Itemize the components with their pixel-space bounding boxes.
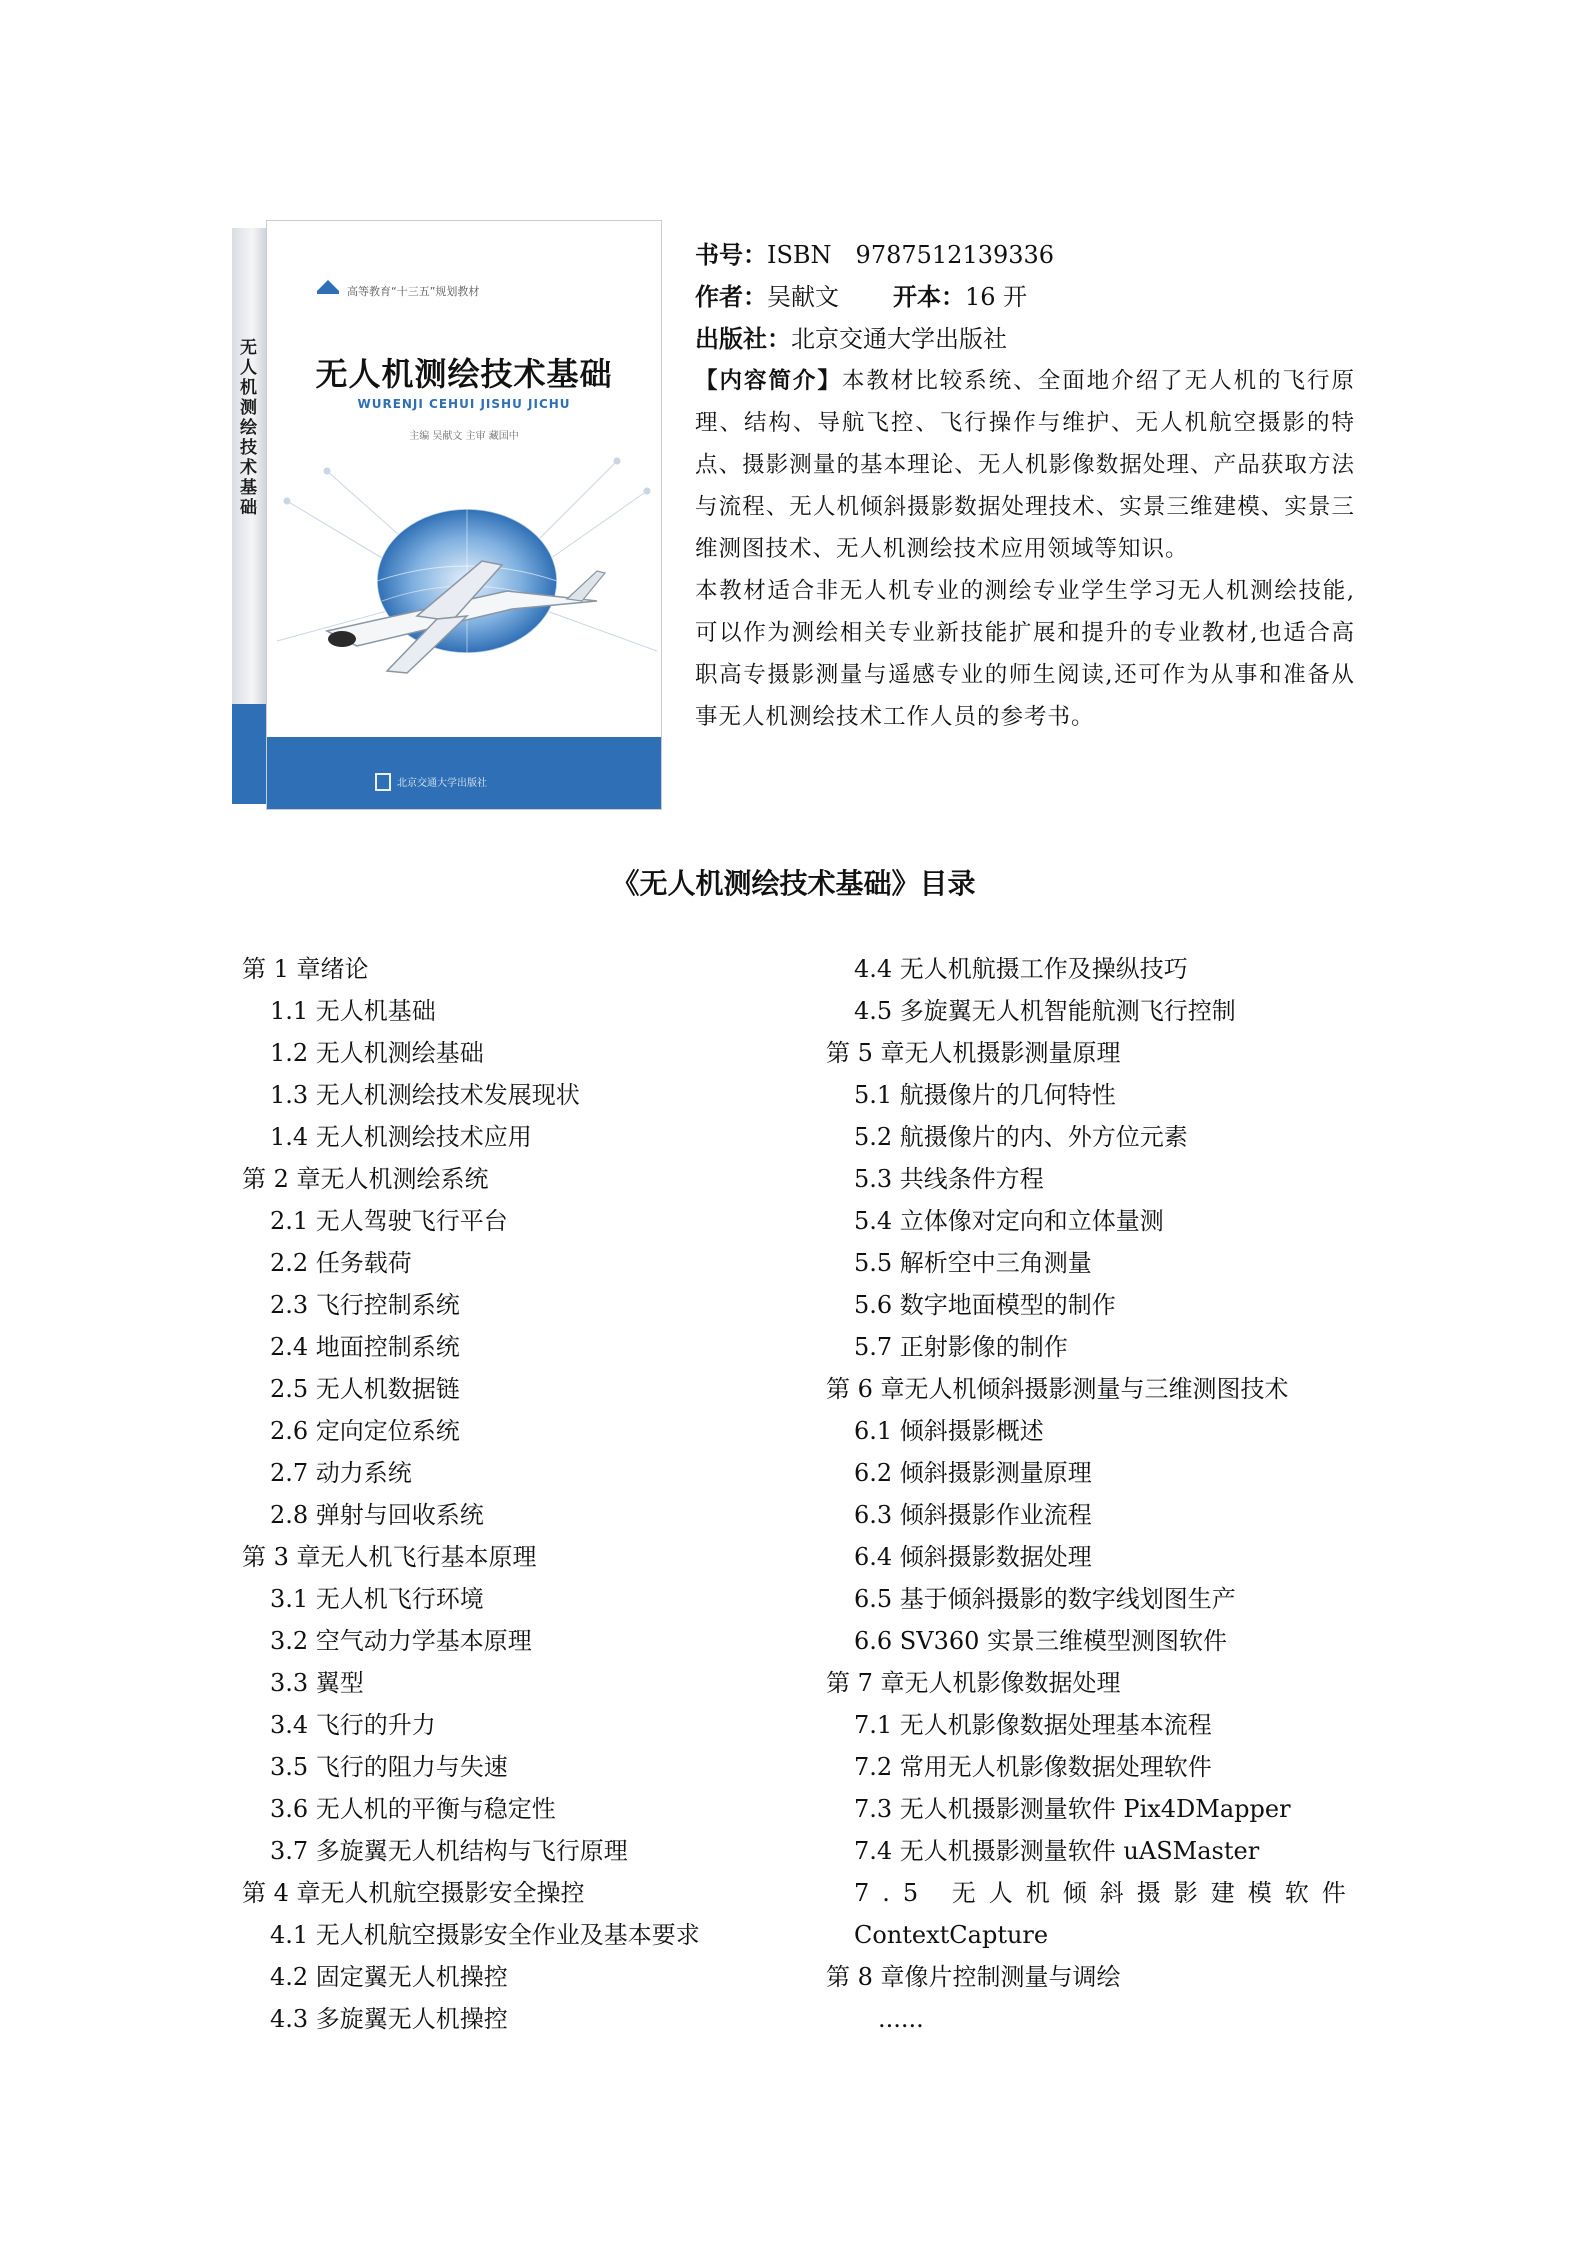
isbn-label: 书号： [695,241,767,269]
toc-section: 1.4 无人机测绘技术应用 [270,1123,532,1151]
drone-illustration [267,441,662,741]
toc-chapter: 第 5 章无人机摄影测量原理 [826,1039,1121,1067]
author-label: 作者： [695,283,767,311]
toc-section: 2.6 定向定位系统 [270,1417,460,1445]
publisher-logo-icon [375,773,391,791]
toc-section: 7.1 无人机影像数据处理基本流程 [854,1711,1212,1739]
toc-section: 1.2 无人机测绘基础 [270,1039,484,1067]
toc-section: 1.3 无人机测绘技术发展现状 [270,1081,580,1109]
toc-chapter: 第 4 章无人机航空摄影安全操控 [242,1879,585,1907]
spine-band [232,704,266,804]
toc-section: 6.1 倾斜摄影概述 [854,1417,1044,1445]
toc-section: 4.5 多旋翼无人机智能航测飞行控制 [854,997,1236,1025]
publisher-value: 北京交通大学出版社 [791,325,1007,353]
toc-section: 4.4 无人机航摄工作及操纵技巧 [854,955,1188,983]
isbn-value: ISBN 9787512139336 [767,241,1055,269]
toc-section: 6.4 倾斜摄影数据处理 [854,1543,1092,1571]
toc-section: 4.2 固定翼无人机操控 [270,1963,508,1991]
toc-section: 2.5 无人机数据链 [270,1375,460,1403]
book-info [695,234,1355,738]
toc-section: 7.3 无人机摄影测量软件 Pix4DMapper [854,1795,1291,1823]
toc-chapter: 第 6 章无人机倾斜摄影测量与三维测图技术 [826,1375,1289,1403]
format-value: 16 开 [965,283,1028,311]
cover-bottom-band [267,737,661,809]
author-row [695,276,1355,318]
toc-chapter: 第 1 章绪论 [242,955,369,983]
publisher-row [695,318,1355,360]
series-label: 高等教育“十三五”规划教材 [347,285,480,298]
toc-section: 2.8 弹射与回收系统 [270,1501,484,1529]
toc-section: 5.6 数字地面模型的制作 [854,1291,1116,1319]
toc-section: 6.2 倾斜摄影测量原理 [854,1459,1092,1487]
toc-section: 6.5 基于倾斜摄影的数字线划图生产 [854,1585,1236,1613]
toc-chapter: 第 7 章无人机影像数据处理 [826,1669,1121,1697]
toc-section: 2.7 动力系统 [270,1459,412,1487]
toc-section: 3.3 翼型 [270,1669,364,1697]
toc-section: ...... [878,2005,924,2033]
cover-title: 无人机测绘技术基础 [315,355,613,393]
isbn-row [695,234,1355,276]
toc-section: 3.2 空气动力学基本原理 [270,1627,532,1655]
toc-chapter: 第 3 章无人机飞行基本原理 [242,1543,537,1571]
toc-section: 1.1 无人机基础 [270,997,436,1025]
author-value: 吴献文 [767,283,839,311]
spine-title: 无人机测绘技术基础 [240,338,258,518]
toc-chapter: 第 2 章无人机测绘系统 [242,1165,489,1193]
toc-section: 7.2 常用无人机影像数据处理软件 [854,1753,1212,1781]
toc-section: 2.2 任务载荷 [270,1249,412,1277]
toc-section: 5.7 正射影像的制作 [854,1333,1068,1361]
series-logo-icon [315,277,341,295]
toc-section: 5.2 航摄像片的内、外方位元素 [854,1123,1188,1151]
toc-section: 3.5 飞行的阻力与失速 [270,1753,508,1781]
toc-section: 5.3 共线条件方程 [854,1165,1044,1193]
toc-title: 《无人机测绘技术基础》目录 [611,867,976,900]
intro-label: 【内容简介】 [695,368,842,394]
book-cover [232,220,662,810]
toc-section: 7.4 无人机摄影测量软件 uASMaster [854,1837,1260,1865]
cover-pinyin: WURENJI CEHUI JISHU JICHU [357,397,571,411]
toc-section: 6.6 SV360 实景三维模型测图软件 [854,1627,1228,1655]
toc-section: 5.4 立体像对定向和立体量测 [854,1207,1164,1235]
toc-section: 2.4 地面控制系统 [270,1333,460,1361]
toc-chapter: 第 8 章像片控制测量与调绘 [826,1963,1121,1991]
toc-section: 3.7 多旋翼无人机结构与飞行原理 [270,1837,628,1865]
toc-section: 2.1 无人驾驶飞行平台 [270,1207,508,1235]
book-spine [232,228,267,804]
toc-section: 5.5 解析空中三角测量 [854,1249,1092,1277]
toc-section: 5.1 航摄像片的几何特性 [854,1081,1116,1109]
toc-left-column [242,948,782,2040]
toc-section: 4.1 无人机航空摄影安全作业及基本要求 [270,1921,700,1949]
publisher-label: 出版社： [695,325,791,353]
format-label: 开本： [893,283,965,311]
toc-section: 6.3 倾斜摄影作业流程 [854,1501,1092,1529]
toc-section: 3.1 无人机飞行环境 [270,1585,484,1613]
toc-section: ContextCapture [854,1921,1049,1949]
toc-right-column [826,948,1359,2040]
cover-publisher: 北京交通大学出版社 [397,778,487,789]
toc-section: 3.6 无人机的平衡与稳定性 [270,1795,556,1823]
toc-section: 4.3 多旋翼无人机操控 [270,2005,508,2033]
intro-text: 本教材比较系统、全面地介绍了无人机的飞行原理、结构、导航飞控、飞行操作与维护、无人机航空摄影的特点、摄影测量的基本理论、无人机影像数据处理、产品获取方法与流程、无人机倾斜摄影数据处理技术、实景三维建模、实景三维测图技术、无人机测绘技术应用领域等知识。 [695,368,1355,562]
cover-editors: 主编 吴献文 主审 藏国中 [409,431,519,442]
toc-section: 7.5 无人机倾斜摄影建模软件 [854,1879,1359,1907]
toc-section: 2.3 飞行控制系统 [270,1291,460,1319]
toc-section: 3.4 飞行的升力 [270,1711,436,1739]
cover-front [266,220,662,810]
intro-paragraph [695,360,1355,570]
audience-paragraph: 本教材适合非无人机专业的测绘专业学生学习无人机测绘技能,可以作为测绘相关专业新技能扩展和提升的专业教材,也适合高职高专摄影测量与遥感专业的师生阅读,还可作为从事和准备从事无人机测绘技术工作人员的参考书。 [695,578,1355,730]
